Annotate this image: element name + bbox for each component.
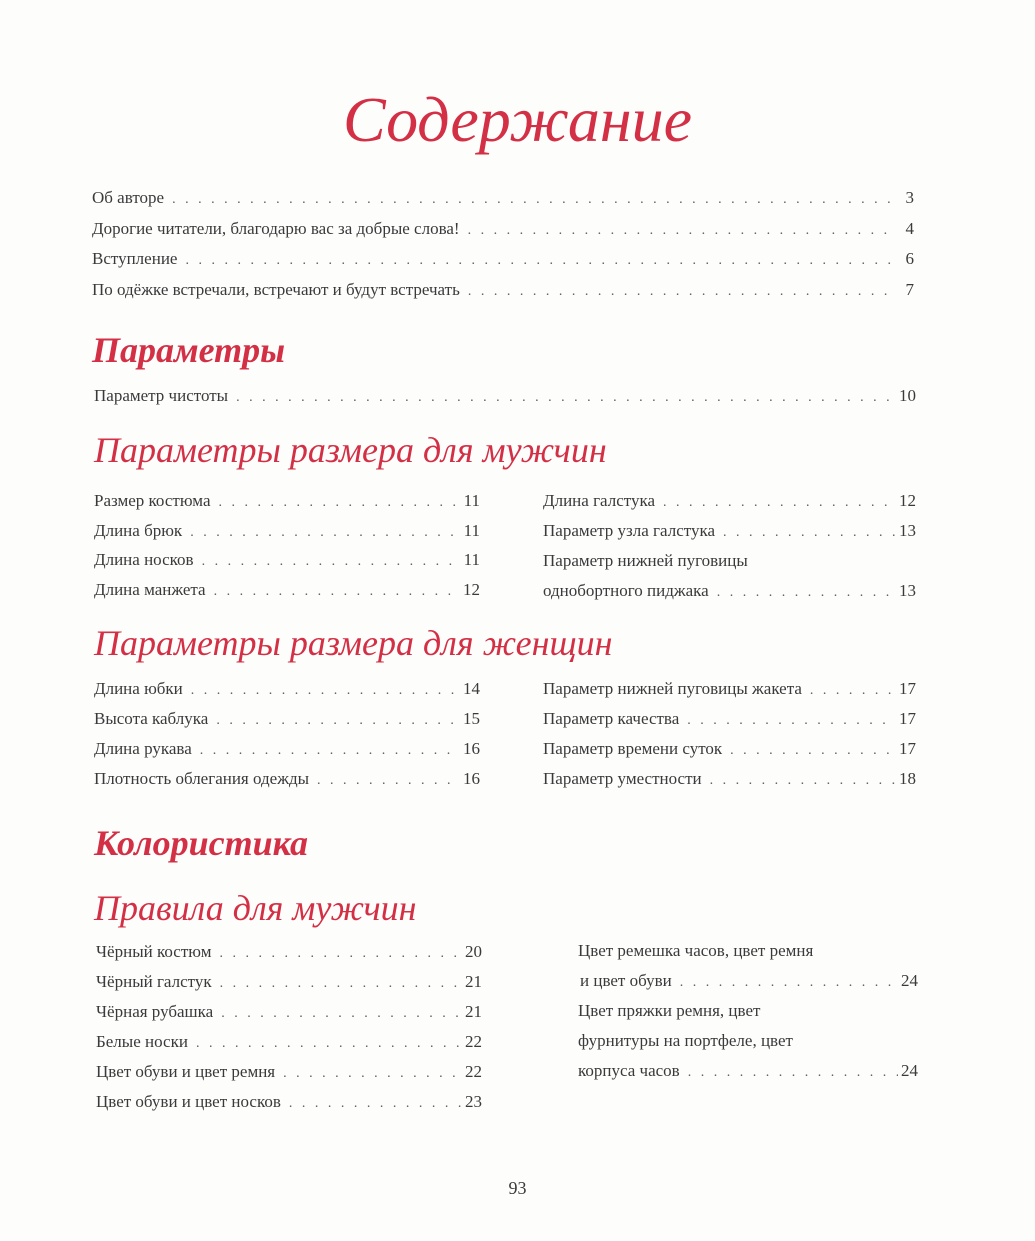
- dot-leader: [730, 741, 896, 761]
- toc-entry-page: 11: [463, 550, 480, 569]
- toc-entry-page: 21: [465, 1002, 482, 1021]
- toc-entry-label: Параметр нижней пуговицы жакета: [543, 679, 802, 698]
- toc-entry-page: 13: [899, 521, 916, 540]
- subsection-heading: Правила для мужчин: [94, 888, 417, 928]
- toc-entry-page: 16: [463, 739, 480, 758]
- dot-leader: [196, 1034, 462, 1054]
- toc-entry-label: Параметр времени суток: [543, 739, 723, 758]
- toc-entry[interactable]: [543, 581, 916, 603]
- toc-entry-label: Параметр качества: [543, 709, 680, 728]
- toc-entry[interactable]: [96, 1062, 482, 1084]
- toc-entry[interactable]: [96, 1002, 482, 1024]
- toc-entry-label: Параметр уместности: [543, 769, 702, 788]
- toc-entry-label: По одёжке встречали, встречают и будут встречать: [92, 280, 460, 299]
- toc-entry[interactable]: [94, 739, 480, 761]
- toc-entry-label-line[interactable]: Параметр нижней пуговицы: [543, 551, 748, 570]
- toc-entry-label: Цвет обуви и цвет ремня: [96, 1062, 276, 1081]
- toc-entry[interactable]: [96, 1092, 482, 1114]
- toc-entry-label: Длина брюк: [94, 521, 183, 540]
- toc-entry[interactable]: [94, 769, 480, 791]
- toc-entry-label: Длина галстука: [543, 491, 656, 510]
- dot-leader: [710, 771, 896, 791]
- toc-entry-page: 24: [901, 1061, 918, 1080]
- toc-entry[interactable]: [543, 709, 916, 731]
- dot-leader: [191, 681, 460, 701]
- toc-entry[interactable]: [94, 679, 480, 701]
- page-title: Содержание: [342, 84, 693, 155]
- dot-leader: [236, 388, 896, 408]
- dot-leader: [687, 711, 896, 731]
- toc-entry-label-line[interactable]: Цвет ремешка часов, цвет ремня: [578, 941, 814, 960]
- toc-entry[interactable]: [96, 942, 482, 964]
- toc-entry[interactable]: [92, 219, 914, 241]
- toc-entry-page: 22: [465, 1032, 482, 1051]
- subsection-heading: Параметры размера для мужчин: [94, 430, 607, 470]
- toc-entry-label-line[interactable]: фурнитуры на портфеле, цвет: [578, 1031, 793, 1050]
- toc-entry[interactable]: [578, 1061, 918, 1083]
- toc-entry-label: Белые носки: [96, 1032, 188, 1051]
- dot-leader: [717, 583, 896, 603]
- toc-entry-label: Плотность облегания одежды: [94, 769, 310, 788]
- toc-entry[interactable]: [94, 709, 480, 731]
- toc-entry-page: 12: [899, 491, 916, 510]
- toc-entry-label: Параметр узла галстука: [543, 521, 716, 540]
- dot-leader: [317, 771, 460, 791]
- toc-entry-page: 23: [465, 1092, 482, 1111]
- toc-entry-page: 22: [465, 1062, 482, 1081]
- toc-entry-label: Дорогие читатели, благодарю вас за добрые слова!: [92, 219, 460, 238]
- toc-entry[interactable]: [94, 580, 480, 602]
- dot-leader: [220, 944, 463, 964]
- section-heading: Параметры: [92, 330, 286, 370]
- subsection-heading: Параметры размера для женщин: [94, 623, 613, 663]
- dot-leader: [468, 221, 895, 241]
- toc-entry-page: 14: [463, 679, 480, 698]
- toc-entry-page: 24: [901, 971, 918, 990]
- toc-entry-page: 12: [463, 580, 480, 599]
- section-heading: Колористика: [94, 823, 308, 863]
- dot-leader: [289, 1094, 462, 1114]
- toc-entry-label: Длина рукава: [94, 739, 192, 758]
- toc-entry[interactable]: [92, 280, 914, 302]
- toc-entry[interactable]: [543, 679, 916, 701]
- toc-entry[interactable]: [94, 386, 916, 408]
- toc-entry-label: Длина носков: [94, 550, 194, 569]
- toc-entry-label: корпуса часов: [578, 1061, 680, 1080]
- toc-entry-label: Параметр чистоты: [94, 386, 229, 405]
- dot-leader: [468, 282, 895, 302]
- toc-entry-label-line[interactable]: Цвет пряжки ремня, цвет: [578, 1001, 761, 1020]
- dot-leader: [663, 493, 896, 513]
- toc-entry[interactable]: [92, 188, 914, 210]
- dot-leader: [220, 974, 462, 994]
- toc-entry-page: 11: [463, 521, 480, 540]
- toc-entry-label: Чёрная рубашка: [96, 1002, 214, 1021]
- toc-entry-page: 13: [899, 581, 916, 600]
- toc-entry-page: 18: [899, 769, 916, 788]
- toc-entry-label: Длина юбки: [94, 679, 183, 698]
- dot-leader: [680, 973, 898, 993]
- dot-leader: [219, 493, 461, 513]
- toc-entry-label: Об авторе: [92, 188, 165, 207]
- toc-entry-label: Высота каблука: [94, 709, 209, 728]
- toc-entry-label: Чёрный костюм: [96, 942, 212, 961]
- toc-entry-label: однобортного пиджака: [543, 581, 709, 600]
- dot-leader: [185, 251, 895, 271]
- toc-entry-label: Размер костюма: [94, 491, 211, 510]
- toc-entry[interactable]: [543, 739, 916, 761]
- dot-leader: [172, 190, 895, 210]
- toc-entry[interactable]: [94, 521, 480, 543]
- toc-entry[interactable]: [543, 491, 916, 513]
- toc-entry[interactable]: [543, 769, 916, 791]
- toc-entry-label: Чёрный галстук: [96, 972, 212, 991]
- toc-entry-page: 17: [899, 679, 916, 698]
- dot-leader: [200, 741, 460, 761]
- page-number: 93: [508, 1178, 527, 1198]
- toc-entry-page: 3: [905, 188, 914, 207]
- toc-entry-page: 6: [905, 249, 914, 268]
- toc-entry-page: 7: [905, 280, 914, 299]
- toc-entry[interactable]: [92, 249, 914, 271]
- dot-leader: [190, 523, 460, 543]
- toc-entry-label: Длина манжета: [94, 580, 206, 599]
- toc-entry[interactable]: [94, 550, 480, 572]
- toc-entry-label: Цвет обуви и цвет носков: [96, 1092, 281, 1111]
- dot-leader: [723, 523, 896, 543]
- toc-entry[interactable]: [94, 491, 480, 513]
- toc-entry[interactable]: [96, 1032, 482, 1054]
- toc-entry-page: 17: [899, 739, 916, 758]
- dot-leader: [283, 1064, 462, 1084]
- toc-entry-label: Вступление: [92, 249, 178, 268]
- toc-entry[interactable]: [580, 971, 918, 993]
- toc-entry-page: 16: [463, 769, 480, 788]
- toc-entry-page: 20: [465, 942, 482, 961]
- dot-leader: [214, 582, 460, 602]
- dot-leader: [216, 711, 460, 731]
- toc-entry-page: 11: [463, 491, 480, 510]
- dot-leader: [202, 552, 461, 572]
- dot-leader: [688, 1063, 898, 1083]
- dot-leader: [221, 1004, 462, 1024]
- dot-leader: [810, 681, 896, 701]
- toc-entry-page: 21: [465, 972, 482, 991]
- toc-entry-page: 15: [463, 709, 480, 728]
- toc-entry-label: и цвет обуви: [580, 971, 672, 990]
- toc-entry-page: 17: [899, 709, 916, 728]
- toc-entry-page: 4: [905, 219, 914, 238]
- toc-entry-page: 10: [899, 386, 916, 405]
- toc-entry[interactable]: [96, 972, 482, 994]
- toc-entry[interactable]: [543, 521, 916, 543]
